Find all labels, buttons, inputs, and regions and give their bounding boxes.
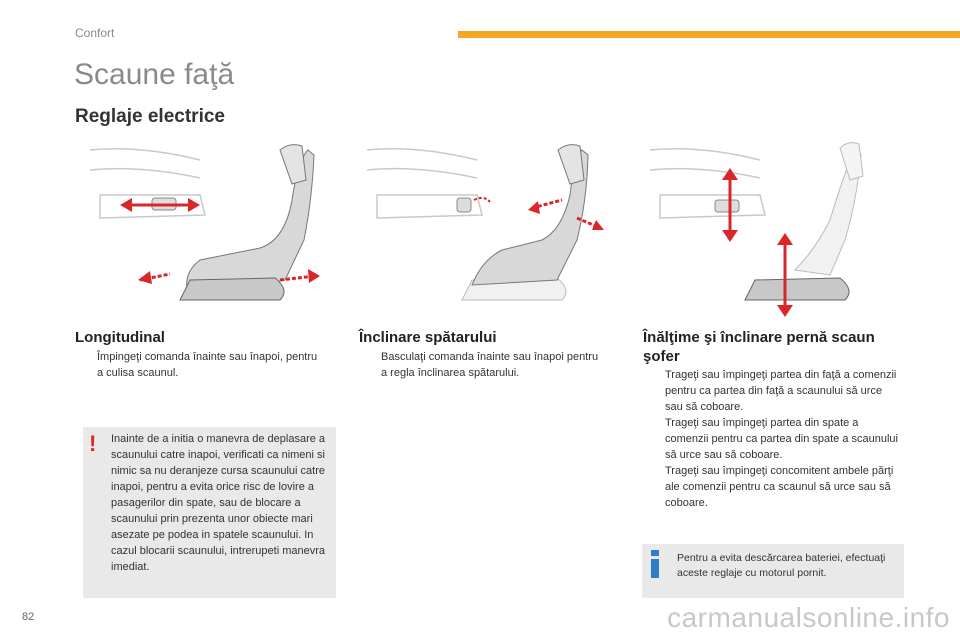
column-title-backrest: Înclinare spătarului (359, 329, 497, 346)
page-title: Scaune faţă (74, 58, 235, 91)
info-box (642, 544, 904, 598)
seat-height-illustration (645, 140, 895, 320)
warning-text: Inainte de a initia o manevra de deplasare a scaunului catre inapoi, verificati ca nimeni si nimic sa nu deranjeze cursa scaunului catre inapoi, pentru a evita orice risc de lovire a pasagerilor din spate, sau de blocare a scaunului prin prezenta unor obiecte mari asezate pe podea in spatele scaunului. In cazul blocarii scaunului, intrerupeti manevra imediat. (111, 433, 326, 573)
info-icon (651, 550, 659, 578)
list-item: Împingeţi comanda înainte sau înapoi, pentru a culisa scaunul. (97, 351, 318, 379)
section-label: Confort (75, 26, 115, 40)
column-title-longitudinal: Longitudinal (75, 329, 165, 346)
list-item: Trageţi sau împingeţi partea din spate a comenzii pentru ca partea din spate a scaunului să urce sau să coboare. (665, 417, 898, 461)
watermark: carmanualsonline.info (667, 602, 950, 633)
page-number: 82 (22, 611, 35, 623)
column-list-longitudinal (79, 349, 324, 381)
column-list-backrest (363, 349, 603, 381)
warning-icon: ! (89, 431, 97, 456)
list-item: Trageţi sau împingeţi partea din faţă a comenzii pentru ca partea din faţă a scaunului să urce sau să coboare. (665, 369, 897, 413)
accent-bar (458, 31, 960, 38)
section-subtitle: Reglaje electrice (75, 106, 225, 127)
seat-longitudinal-illustration (80, 140, 330, 320)
warning-box (83, 427, 336, 598)
seat-backrest-illustration (362, 140, 612, 320)
list-item: Basculaţi comanda înainte sau înapoi pentru a regla înclinarea spătarului. (381, 351, 599, 379)
column-title-height: Înălţime şi înclinare pernă scaun şofer (643, 329, 875, 365)
info-text: Pentru a evita descărcarea bateriei, efectuaţi aceste reglaje cu motorul pornit. (677, 552, 886, 579)
column-list-height (647, 367, 899, 511)
list-item: Trageţi sau împingeţi concomitent ambele părţi ale comenzii pentru ca scaunul să urce sau să coboare. (665, 465, 894, 509)
